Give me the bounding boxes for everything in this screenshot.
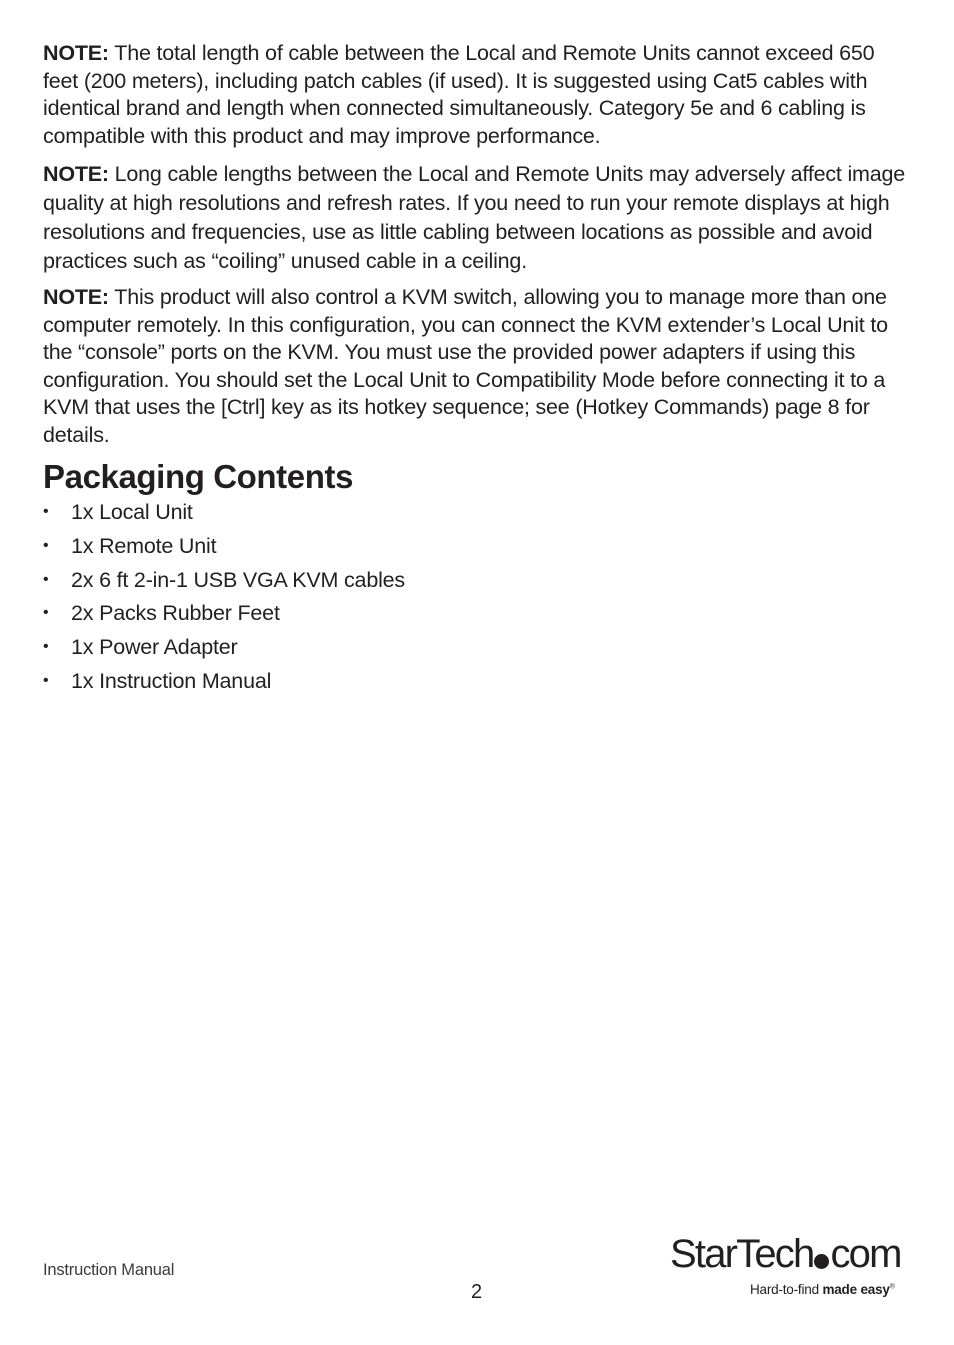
list-item	[43, 532, 405, 566]
note-label: NOTE:	[43, 162, 109, 186]
note-text: This product will also control a KVM switch, allowing you to manage more than one computer remotely. In this configuration, you can connect the KVM extender’s Local Unit to the “console” ports on the KVM. You must use the provided power adapters if using this configuration. You should set the Local Unit to Compatibility Mode before connecting it to a KVM that uses the [Ctrl] key as its hotkey sequence; see (Hotkey Commands) page 8 for details.	[43, 285, 888, 447]
bullet-icon: •	[43, 671, 49, 689]
note-text: The total length of cable between the Local and Remote Units cannot exceed 650 feet (200 meters), including patch cables (if used). It is suggested using Cat5 cables with identical brand and length when connected simultaneously. Category 5e and 6 cabling is compatible with this product and may improve performance.	[43, 41, 875, 148]
note-paragraph-kvm-switch	[43, 284, 915, 449]
logo-wordmark	[670, 1232, 901, 1276]
list-item	[43, 566, 405, 600]
bullet-icon: •	[43, 604, 49, 622]
list-item	[43, 599, 405, 633]
note-paragraph-image-quality	[43, 160, 915, 276]
bullet-icon: •	[43, 570, 49, 588]
list-item-text: 1x Instruction Manual	[71, 668, 272, 693]
list-item	[43, 667, 405, 701]
note-label: NOTE:	[43, 41, 109, 65]
list-item-text: 1x Remote Unit	[71, 533, 217, 558]
bullet-icon: •	[43, 536, 49, 554]
note-paragraph-cable-length	[43, 40, 915, 150]
logo-dot-icon	[814, 1254, 829, 1269]
startech-logo	[670, 1232, 915, 1304]
list-item-text: 2x 6 ft 2-in-1 USB VGA KVM cables	[71, 567, 405, 592]
bullet-icon: •	[43, 503, 49, 520]
footer-document-label: Instruction Manual	[43, 1261, 175, 1279]
list-item-text: 2x Packs Rubber Feet	[71, 601, 280, 626]
logo-tagline	[750, 1282, 895, 1297]
list-item	[43, 498, 405, 532]
page-number: 2	[471, 1281, 483, 1303]
packaging-contents-heading: Packaging Contents	[43, 458, 354, 495]
registered-mark: ®	[889, 1283, 895, 1291]
note-text: Long cable lengths between the Local and Remote Units may adversely affect image quality at high resolutions and refresh rates. If you need to run your remote displays at high resolutions and frequencies, use as little cabling between locations as possible and avoid practices such as “coiling” unused cable in a ceiling.	[43, 162, 905, 273]
list-item-text: 1x Power Adapter	[71, 635, 238, 660]
note-label: NOTE:	[43, 285, 109, 309]
packaging-contents-list	[43, 498, 405, 701]
tagline-prefix: Hard-to-find	[750, 1282, 823, 1297]
list-item	[43, 633, 405, 667]
bullet-icon: •	[43, 638, 49, 656]
logo-brand: StarTech	[670, 1232, 814, 1276]
list-item-text: 1x Local Unit	[71, 500, 193, 524]
logo-domain: com	[830, 1232, 901, 1276]
tagline-bold: made easy	[822, 1282, 890, 1297]
